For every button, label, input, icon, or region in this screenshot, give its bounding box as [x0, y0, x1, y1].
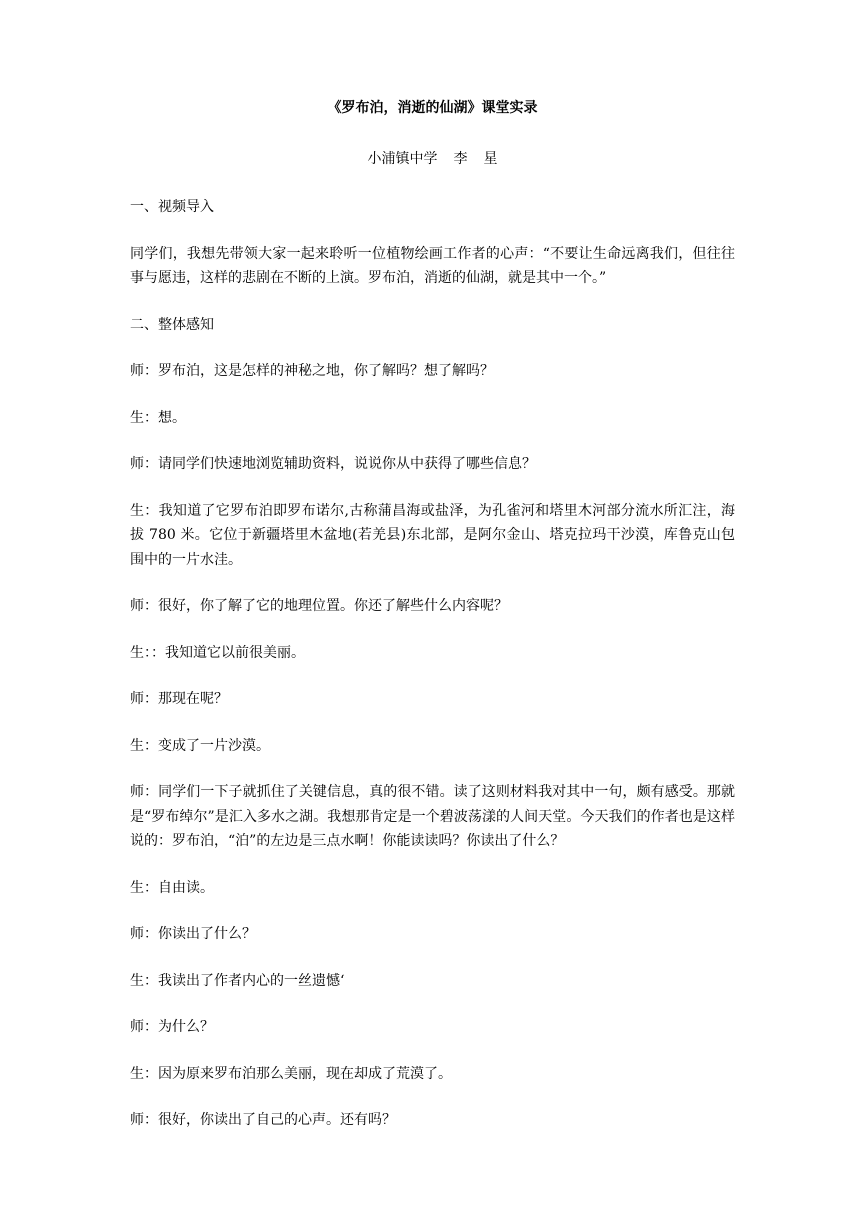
- document-body: [130, 195, 735, 1133]
- document-title: 《罗布泊，消逝的仙湖》课堂实录: [327, 100, 538, 116]
- dialogue-line: 生：我知道了它罗布泊即罗布诺尔,古称蒲昌海或盐泽，为孔雀河和塔里木河部分流水所汇注，海拔 780 米。它位于新疆塔里木盆地(若羌县)东北部，是阿尔金山、塔克拉玛干沙漠，库鲁克山包围中的一片水洼。: [130, 502, 735, 568]
- section-heading-overall-perception: 二、整体感知: [130, 316, 214, 333]
- author-name-second: 星: [483, 151, 498, 167]
- dialogue-line: 生：我读出了作者内心的一丝遗憾‘: [130, 972, 345, 989]
- dialogue-line: 生：自由读。: [130, 879, 214, 896]
- paragraph: 同学们，我想先带领大家一起来聆听一位植物绘画工作者的心声：“不要让生命远离我们，但往往事与愿违，这样的悲剧在不断的上演。罗布泊，消逝的仙湖，就是其中一个。”: [130, 245, 735, 286]
- author-name-first: 李: [453, 151, 468, 167]
- dialogue-line: 师：很好，你读出了自己的心声。还有吗？: [130, 1112, 396, 1128]
- dialogue-line: 师：你读出了什么？: [130, 926, 256, 942]
- author-school: 小浦镇中学: [367, 151, 438, 167]
- document-page: [130, 98, 735, 1155]
- dialogue-line: 师：请同学们快速地浏览辅助资料，说说你从中获得了哪些信息？: [130, 456, 536, 472]
- dialogue-line: 生：变成了一片沙漠。: [130, 737, 270, 754]
- document-author: [130, 149, 735, 169]
- dialogue-line: 师：罗布泊，这是怎样的神秘之地，你了解吗？想了解吗？: [130, 363, 494, 379]
- dialogue-line: 师：为什么？: [130, 1019, 214, 1035]
- section-heading-video-intro: 一、视频导入: [130, 199, 214, 215]
- dialogue-line: 师：同学们一下子就抓住了关键信息，真的很不错。读了这则材料我对其中一句，颇有感受。那就是“罗布绰尔”是汇入多水之湖。我想那肯定是一个碧波荡漾的人间天堂。今天我们的作者也是这样说的：罗布泊，“泊”的左边是三点水啊！你能读读吗？你读出了什么？: [130, 784, 735, 849]
- dialogue-line: 生：想。: [130, 409, 186, 426]
- dialogue-line: 生：因为原来罗布泊那么美丽，现在却成了荒漠了。: [130, 1065, 452, 1082]
- dialogue-line: 生：：我知道它以前很美丽。: [130, 644, 305, 661]
- dialogue-line: 师：很好，你了解了它的地理位置。你还了解些什么内容呢？: [130, 598, 508, 614]
- dialogue-line: 师：那现在呢？: [130, 691, 228, 707]
